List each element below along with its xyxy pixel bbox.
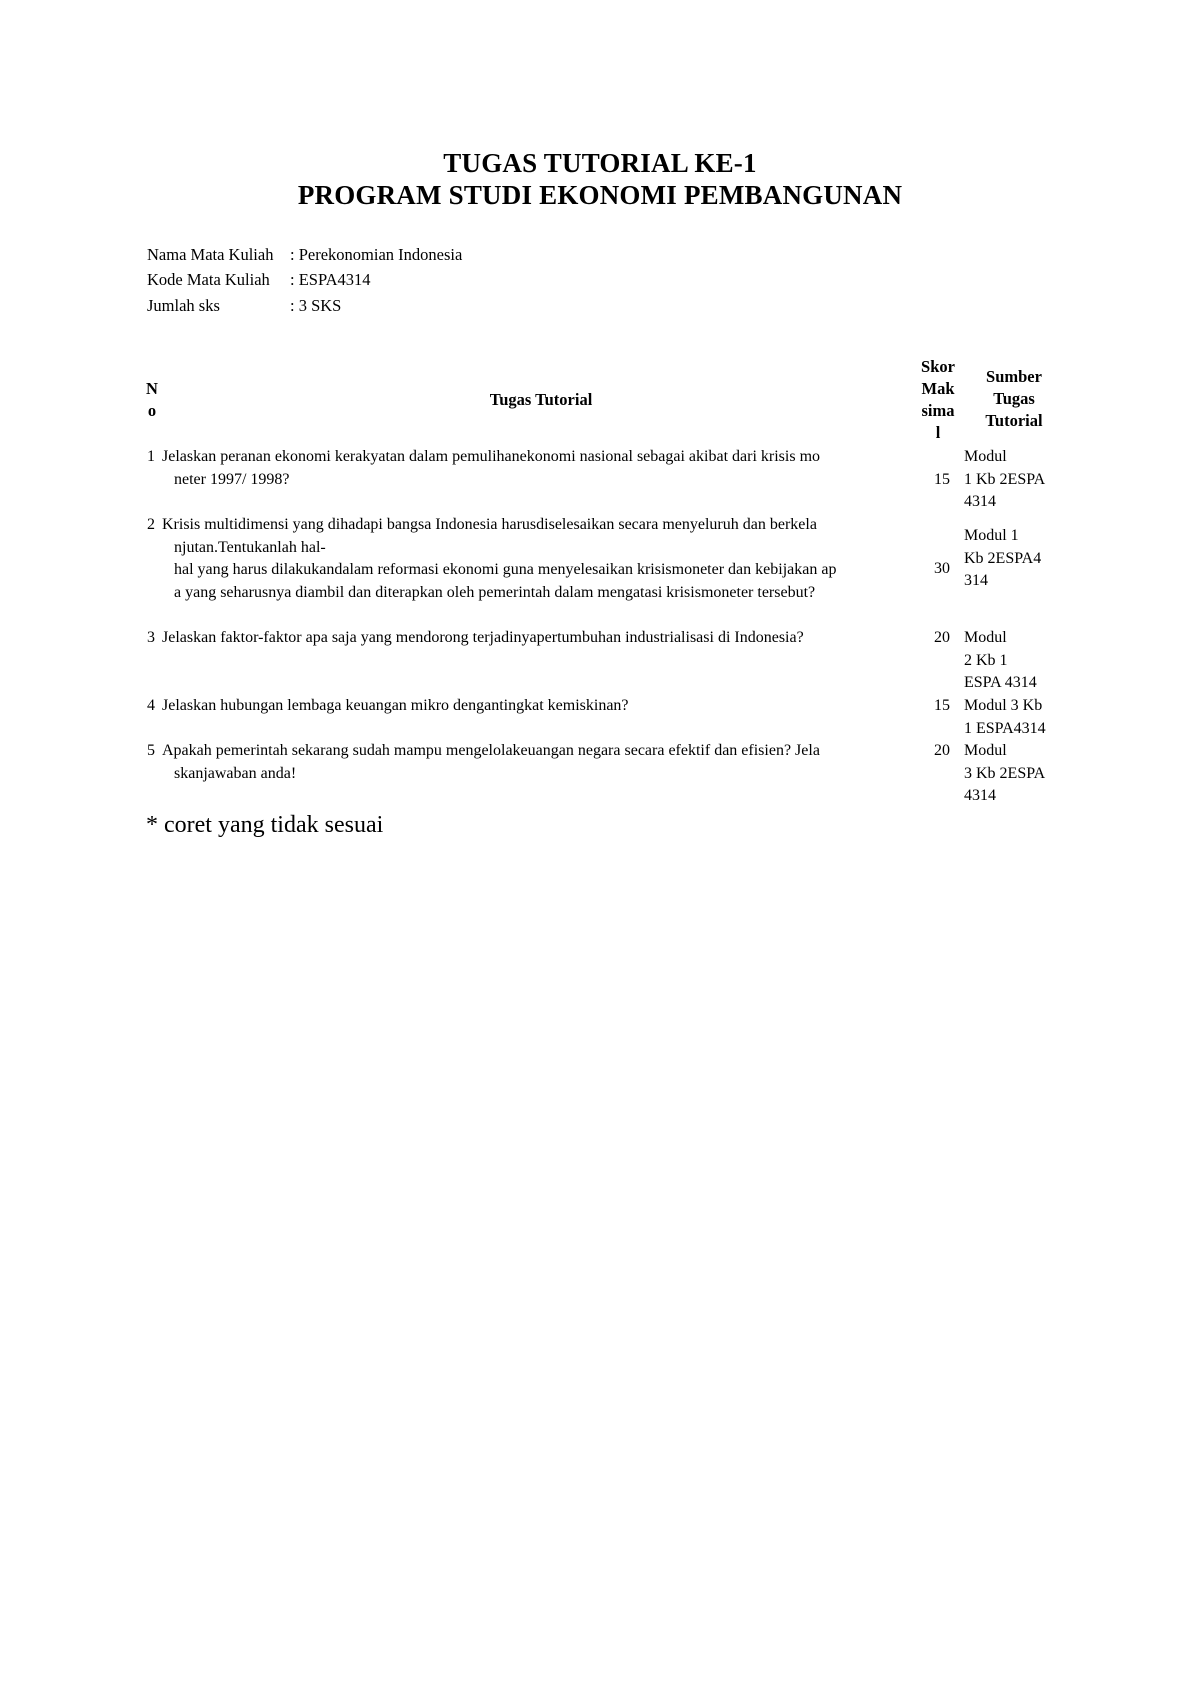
header-task: Tugas Tutorial xyxy=(489,390,593,409)
row-4-source-line-2: 1 ESPA4314 xyxy=(964,719,1046,737)
course-name-value: : Perekonomian Indonesia xyxy=(290,245,463,264)
row-3-source-line-1: Modul xyxy=(964,629,1007,646)
row-1-question xyxy=(162,446,920,491)
row-2-source-line-3: 314 xyxy=(964,572,988,589)
row-1-source xyxy=(964,446,1072,514)
row-3-score: 20 xyxy=(934,629,950,646)
row-5-source xyxy=(964,740,1072,808)
row-2-line-3: hal yang harus dilakukandalam reformasi ekonomi guna menyelesaikan krisismoneter dan kebijakan ap xyxy=(174,561,837,578)
row-2-question xyxy=(162,514,920,604)
row-4-line-1: Jelaskan hubungan lembaga keuangan mikro dengantingkat kemiskinan? xyxy=(162,697,629,714)
course-code-label: Kode Mata Kuliah xyxy=(147,270,270,289)
header-no xyxy=(145,378,159,422)
course-name-label: Nama Mata Kuliah xyxy=(147,245,274,264)
course-name-row xyxy=(147,245,462,265)
row-1-score: 15 xyxy=(934,471,950,488)
row-2-score: 30 xyxy=(934,560,950,577)
credits-row xyxy=(147,296,341,316)
header-score xyxy=(918,356,958,444)
credits-label: Jumlah sks xyxy=(147,296,220,315)
header-no-line1: N xyxy=(146,379,158,398)
course-code-value: : ESPA4314 xyxy=(290,270,371,289)
header-source-line1: Sumber xyxy=(986,367,1042,386)
row-3-question xyxy=(162,627,920,650)
row-4-question xyxy=(162,695,920,718)
header-no-line2: o xyxy=(147,401,157,420)
row-5-source-line-1: Modul xyxy=(964,742,1007,759)
row-3-source-line-2: 2 Kb 1 xyxy=(964,651,1008,669)
footnote: * coret yang tidak sesuai xyxy=(146,812,384,838)
row-2-source-line-1: Modul 1 xyxy=(964,527,1019,544)
course-code-row xyxy=(147,270,371,290)
header-score-line1: Skor xyxy=(921,357,955,376)
row-2-source-line-2: Kb 2ESPA4 xyxy=(964,549,1042,567)
header-source xyxy=(964,366,1064,432)
row-5-source-line-2: 3 Kb 2ESPA xyxy=(964,764,1046,782)
row-2-number: 2 xyxy=(147,516,155,533)
header-score-line4: l xyxy=(935,423,941,442)
row-4-source-line-1: Modul 3 Kb xyxy=(964,697,1043,714)
row-1-source-line-2: 1 Kb 2ESPA xyxy=(964,470,1046,488)
row-4-score: 15 xyxy=(934,697,950,714)
row-2-line-1: Krisis multidimensi yang dihadapi bangsa Indonesia harusdiselesaikan secara menyeluruh dan berkela xyxy=(162,516,817,533)
row-4-source xyxy=(964,695,1072,740)
header-source-line3: Tutorial xyxy=(985,411,1043,430)
row-5-number: 5 xyxy=(147,742,155,759)
row-1-number: 1 xyxy=(147,448,155,465)
row-2-line-2: njutan.Tentukanlah hal- xyxy=(174,538,326,556)
header-source-line2: Tugas xyxy=(993,389,1035,408)
row-2-line-4: a yang seharusnya diambil dan diterapkan oleh pemerintah dalam mengatasi krisismoneter tersebut? xyxy=(174,583,816,601)
row-3-line-1: Jelaskan faktor-faktor apa saja yang mendorong terjadinyapertumbuhan industrialisasi di Indonesia? xyxy=(162,629,804,646)
row-5-score: 20 xyxy=(934,742,950,759)
header-score-line2: Mak xyxy=(921,379,955,398)
program-title: PROGRAM STUDI EKONOMI PEMBANGUNAN xyxy=(297,180,903,210)
row-2-source xyxy=(964,525,1072,593)
row-1-source-line-1: Modul xyxy=(964,448,1007,465)
row-3-source-line-3: ESPA 4314 xyxy=(964,674,1037,691)
row-1-line-2: neter 1997/ 1998? xyxy=(174,470,290,488)
document-title: TUGAS TUTORIAL KE-1 xyxy=(443,148,757,178)
row-3-number: 3 xyxy=(147,629,155,646)
row-3-source xyxy=(964,627,1072,695)
header-score-line3: sima xyxy=(921,401,955,420)
credits-value: : 3 SKS xyxy=(290,296,342,315)
row-4-number: 4 xyxy=(147,697,155,714)
row-1-line-1: Jelaskan peranan ekonomi kerakyatan dalam pemulihanekonomi nasional sebagai akibat dari krisis mo xyxy=(162,448,821,465)
row-5-source-line-3: 4314 xyxy=(964,787,996,804)
row-5-question xyxy=(162,740,920,785)
row-1-source-line-3: 4314 xyxy=(964,493,996,510)
row-5-line-1: Apakah pemerintah sekarang sudah mampu mengelolakeuangan negara secara efektif dan efisien? Jela xyxy=(162,742,820,759)
row-5-line-2: skanjawaban anda! xyxy=(174,764,297,782)
